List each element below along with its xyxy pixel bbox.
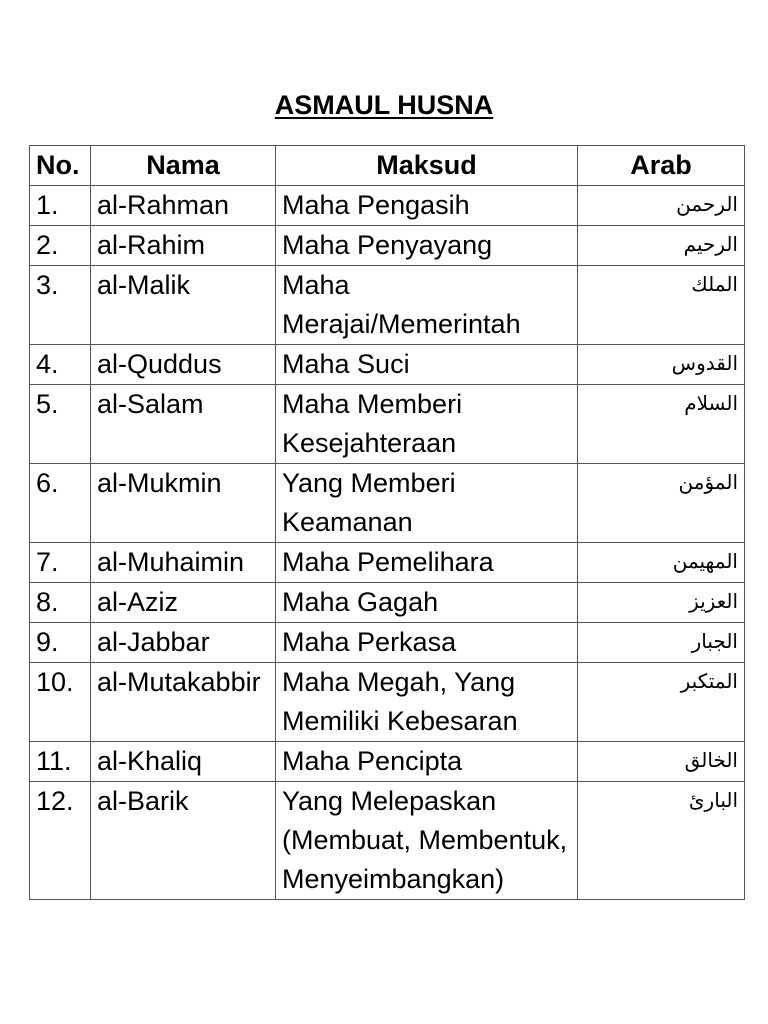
cell-arab: المهيمن (578, 543, 745, 583)
cell-nama: al-Khaliq (91, 742, 276, 782)
table-row (30, 742, 745, 782)
cell-maksud: Maha Suci (276, 345, 578, 385)
cell-nama: al-Salam (91, 385, 276, 464)
header-no: No. (30, 146, 91, 186)
cell-arab: الملك (578, 266, 745, 345)
table-row (30, 623, 745, 663)
cell-nama: al-Mutakabbir (91, 663, 276, 742)
cell-maksud: Maha Megah, Yang Memiliki Kebesaran (276, 663, 578, 742)
cell-no: 5. (30, 385, 91, 464)
cell-maksud: Maha Pencipta (276, 742, 578, 782)
cell-maksud: Maha Memberi Kesejahteraan (276, 385, 578, 464)
table-row (30, 186, 745, 226)
cell-nama: al-Rahman (91, 186, 276, 226)
cell-maksud: Yang Memberi Keamanan (276, 464, 578, 543)
page-title: ASMAUL HUSNA (274, 90, 494, 120)
cell-nama: al-Rahim (91, 226, 276, 266)
cell-nama: al-Quddus (91, 345, 276, 385)
cell-maksud: Maha Pemelihara (276, 543, 578, 583)
header-nama: Nama (91, 146, 276, 186)
table-row (30, 345, 745, 385)
cell-no: 11. (30, 742, 91, 782)
cell-nama: al-Barik (91, 782, 276, 900)
cell-no: 12. (30, 782, 91, 900)
cell-nama: al-Malik (91, 266, 276, 345)
cell-no: 2. (30, 226, 91, 266)
cell-maksud: Maha Merajai/Memerintah (276, 266, 578, 345)
table-row (30, 385, 745, 464)
cell-arab: البارئ (578, 782, 745, 900)
table-row (30, 782, 745, 900)
cell-maksud: Maha Penyayang (276, 226, 578, 266)
cell-arab: المتكبر (578, 663, 745, 742)
table-row (30, 226, 745, 266)
cell-nama: al-Aziz (91, 583, 276, 623)
cell-no: 3. (30, 266, 91, 345)
cell-arab: المؤمن (578, 464, 745, 543)
table-row (30, 663, 745, 742)
cell-arab: العزيز (578, 583, 745, 623)
cell-no: 9. (30, 623, 91, 663)
cell-no: 6. (30, 464, 91, 543)
cell-maksud: Yang Melepaskan (Membuat, Membentuk, Menyeimbangkan) (276, 782, 578, 900)
cell-nama: al-Muhaimin (91, 543, 276, 583)
cell-arab: الرحمن (578, 186, 745, 226)
asmaul-husna-table (29, 145, 745, 900)
cell-arab: الجبار (578, 623, 745, 663)
cell-no: 4. (30, 345, 91, 385)
cell-no: 8. (30, 583, 91, 623)
cell-nama: al-Jabbar (91, 623, 276, 663)
table-header-row (30, 146, 745, 186)
cell-nama: al-Mukmin (91, 464, 276, 543)
cell-maksud: Maha Perkasa (276, 623, 578, 663)
cell-arab: السلام (578, 385, 745, 464)
cell-no: 7. (30, 543, 91, 583)
cell-maksud: Maha Pengasih (276, 186, 578, 226)
table-row (30, 543, 745, 583)
cell-maksud: Maha Gagah (276, 583, 578, 623)
table-row (30, 583, 745, 623)
header-arab: Arab (578, 146, 745, 186)
table-row (30, 464, 745, 543)
cell-arab: القدوس (578, 345, 745, 385)
table-row (30, 266, 745, 345)
header-maksud: Maksud (276, 146, 578, 186)
cell-no: 10. (30, 663, 91, 742)
cell-no: 1. (30, 186, 91, 226)
cell-arab: الرحيم (578, 226, 745, 266)
cell-arab: الخالق (578, 742, 745, 782)
